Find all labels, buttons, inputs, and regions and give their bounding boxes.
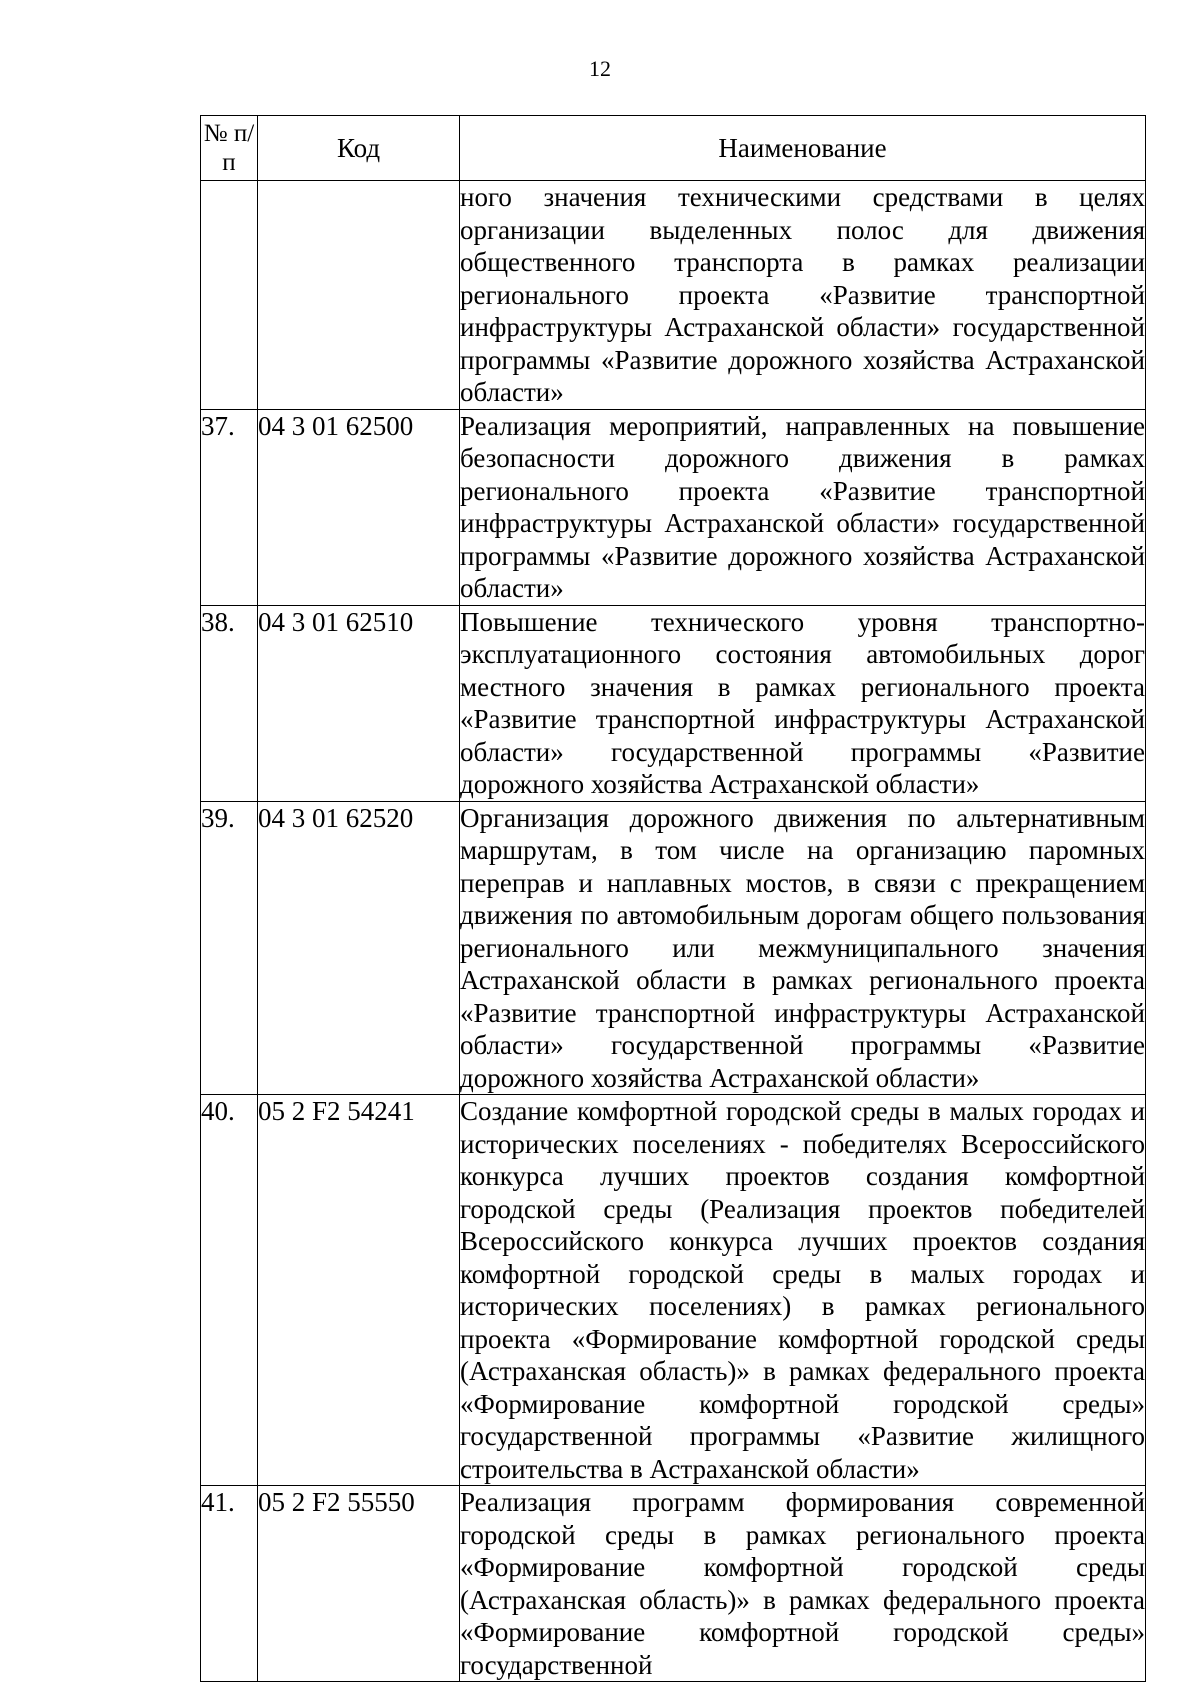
- row-name: Реализация программ формирования современной городской среды в рамках регионального проекта «Формирование комфортной городской среды (Астраханская область)» в рамках федерального проекта «Формирование комфортной городской среды» государственной: [460, 1487, 1145, 1680]
- page-number: 12: [589, 56, 611, 81]
- row-number: 40.: [201, 1095, 258, 1486]
- table-header-row: [201, 116, 1146, 181]
- row-name-cell: [460, 801, 1146, 1095]
- table-row: [201, 181, 1146, 410]
- row-number: 38.: [201, 605, 258, 801]
- row-code: 04 3 01 62520: [258, 801, 460, 1095]
- row-name: ного значения техническими средствами в целях организации выделенных полос для движения общественного транспорта в рамках реализации регионального проекта «Развитие транспортной инфраструктуры Астраханской области» государственной программы «Развитие дорожного хозяйства Астраханской области»: [460, 182, 1145, 407]
- row-code: [258, 181, 460, 410]
- table-row: [201, 1486, 1146, 1682]
- row-name-cell: [460, 1486, 1146, 1682]
- row-name: Организация дорожного движения по альтернативным маршрутам, в том числе на организацию паромных переправ и наплавных мостов, в связи с прекращением движения по автомобильным дорогам общего пользования регионального или межмуниципального значения Астраханской области в рамках регионального проекта «Развитие транспортной инфраструктуры Астраханской области» государственной программы «Развитие дорожного хозяйства Астраханской области»: [460, 802, 1145, 1093]
- row-code: 05 2 F2 55550: [258, 1486, 460, 1682]
- header-number: № п/п: [201, 116, 258, 181]
- row-name-cell: [460, 181, 1146, 410]
- row-code: 04 3 01 62510: [258, 605, 460, 801]
- row-name-cell: [460, 1095, 1146, 1486]
- table-row: [201, 605, 1146, 801]
- row-code: 05 2 F2 54241: [258, 1095, 460, 1486]
- row-name: Создание комфортной городской среды в малых городах и исторических поселениях - победителях Всероссийского конкурса лучших проектов создания комфортной городской среды (Реализация проектов победителей Всероссийского конкурса лучших проектов создания комфортной городской среды в малых городах и исторических поселениях) в рамках регионального проекта «Формирование комфортной городской среды (Астраханская область)» в рамках федерального проекта «Формирование комфортной городской среды» государственной программы «Развитие жилищного строительства в Астраханской области»: [460, 1096, 1145, 1484]
- row-code: 04 3 01 62500: [258, 409, 460, 605]
- row-name: Реализация мероприятий, направленных на повышение безопасности дорожного движения в рамках регионального проекта «Развитие транспортной инфраструктуры Астраханской области» государственной программы «Развитие дорожного хозяйства Астраханской области»: [460, 410, 1145, 603]
- classification-table: [200, 115, 1146, 1682]
- row-number: 41.: [201, 1486, 258, 1682]
- table-row: [201, 1095, 1146, 1486]
- row-name-cell: [460, 409, 1146, 605]
- table-row: [201, 801, 1146, 1095]
- row-name: Повышение технического уровня транспортно-эксплуатационного состояния автомобильных дорог местного значения в рамках регионального проекта «Развитие транспортной инфраструктуры Астраханской области» государственной программы «Развитие дорожного хозяйства Астраханской области»: [460, 606, 1145, 799]
- row-number: [201, 181, 258, 410]
- row-number: 39.: [201, 801, 258, 1095]
- row-number: 37.: [201, 409, 258, 605]
- row-name-cell: [460, 605, 1146, 801]
- header-code: Код: [258, 116, 460, 181]
- header-name: Наименование: [460, 116, 1146, 181]
- table-row: [201, 409, 1146, 605]
